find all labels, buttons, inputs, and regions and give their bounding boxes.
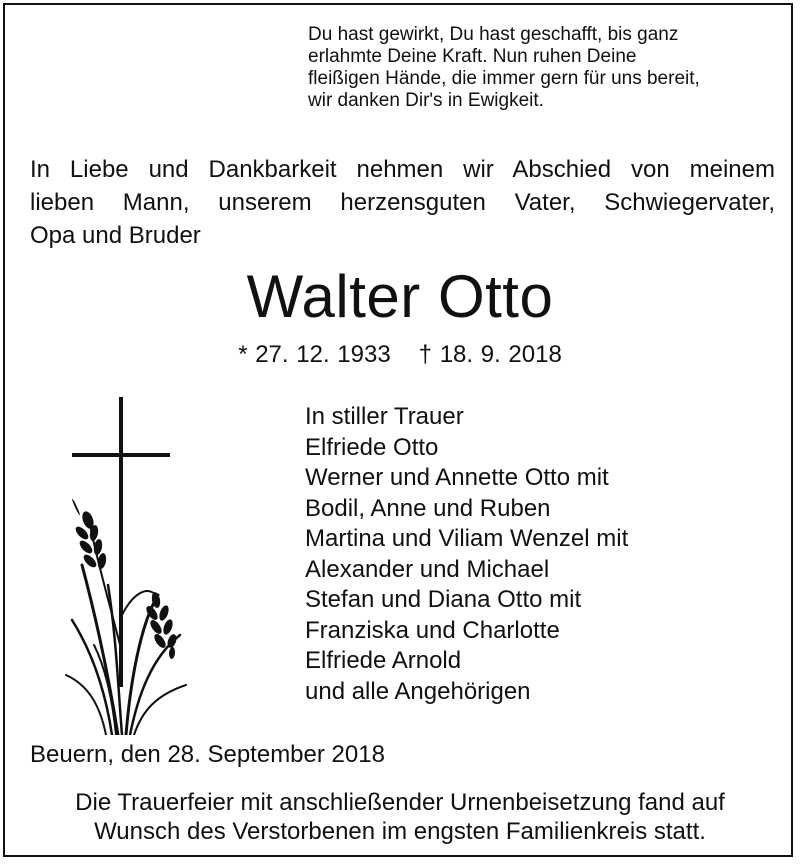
intro-line: lieben Mann, unserem herzensguten Vater, Schwiegervater, (30, 189, 775, 216)
mourner-line: Elfriede Arnold (305, 647, 462, 674)
poem (308, 24, 778, 112)
life-dates (0, 340, 800, 370)
mourners-list (305, 402, 785, 707)
mourner-line: und alle Angehörigen (305, 677, 531, 705)
intro-text (30, 153, 775, 252)
intro-line: Opa und Bruder (30, 222, 201, 249)
closing-line: Die Trauerfeier mit anschließender Urnenbeisetzung fand auf (75, 789, 725, 816)
closing-line: Wunsch des Verstorbenen im engsten Familienkreis statt. (94, 818, 706, 845)
death-date: † 18. 9. 2018 (418, 341, 562, 368)
deceased-name: Walter Otto (246, 263, 554, 330)
birth-date: * 27. 12. 1933 (238, 341, 391, 368)
closing-text (0, 788, 800, 846)
mourner-line: Werner und Annette Otto mit (305, 464, 609, 491)
poem-line: erlahmte Deine Kraft. Nun ruhen Deine (308, 46, 637, 67)
mourner-line: In stiller Trauer (305, 403, 464, 430)
mourner-line: Bodil, Anne und Ruben (305, 494, 551, 522)
mourner-line: Franziska und Charlotte (305, 616, 560, 644)
intro-line: In Liebe und Dankbarkeit nehmen wir Abschied von meinem (30, 156, 775, 183)
mourner-line: Martina und Viliam Wenzel mit (305, 525, 629, 552)
poem-line: wir danken Dir's in Ewigkeit. (308, 90, 544, 111)
mourner-line: Elfriede Otto (305, 433, 439, 461)
poem-line: fleißigen Hände, die immer gern für uns bereit, (308, 68, 700, 89)
mourner-line: Stefan und Diana Otto mit (305, 586, 582, 613)
cross-with-wheat-icon (60, 395, 200, 735)
mourner-line: Alexander und Michael (305, 555, 550, 583)
poem-line: Du hast gewirkt, Du hast geschafft, bis ganz (308, 24, 679, 45)
place-and-date: Beuern, den 28. September 2018 (30, 741, 385, 768)
